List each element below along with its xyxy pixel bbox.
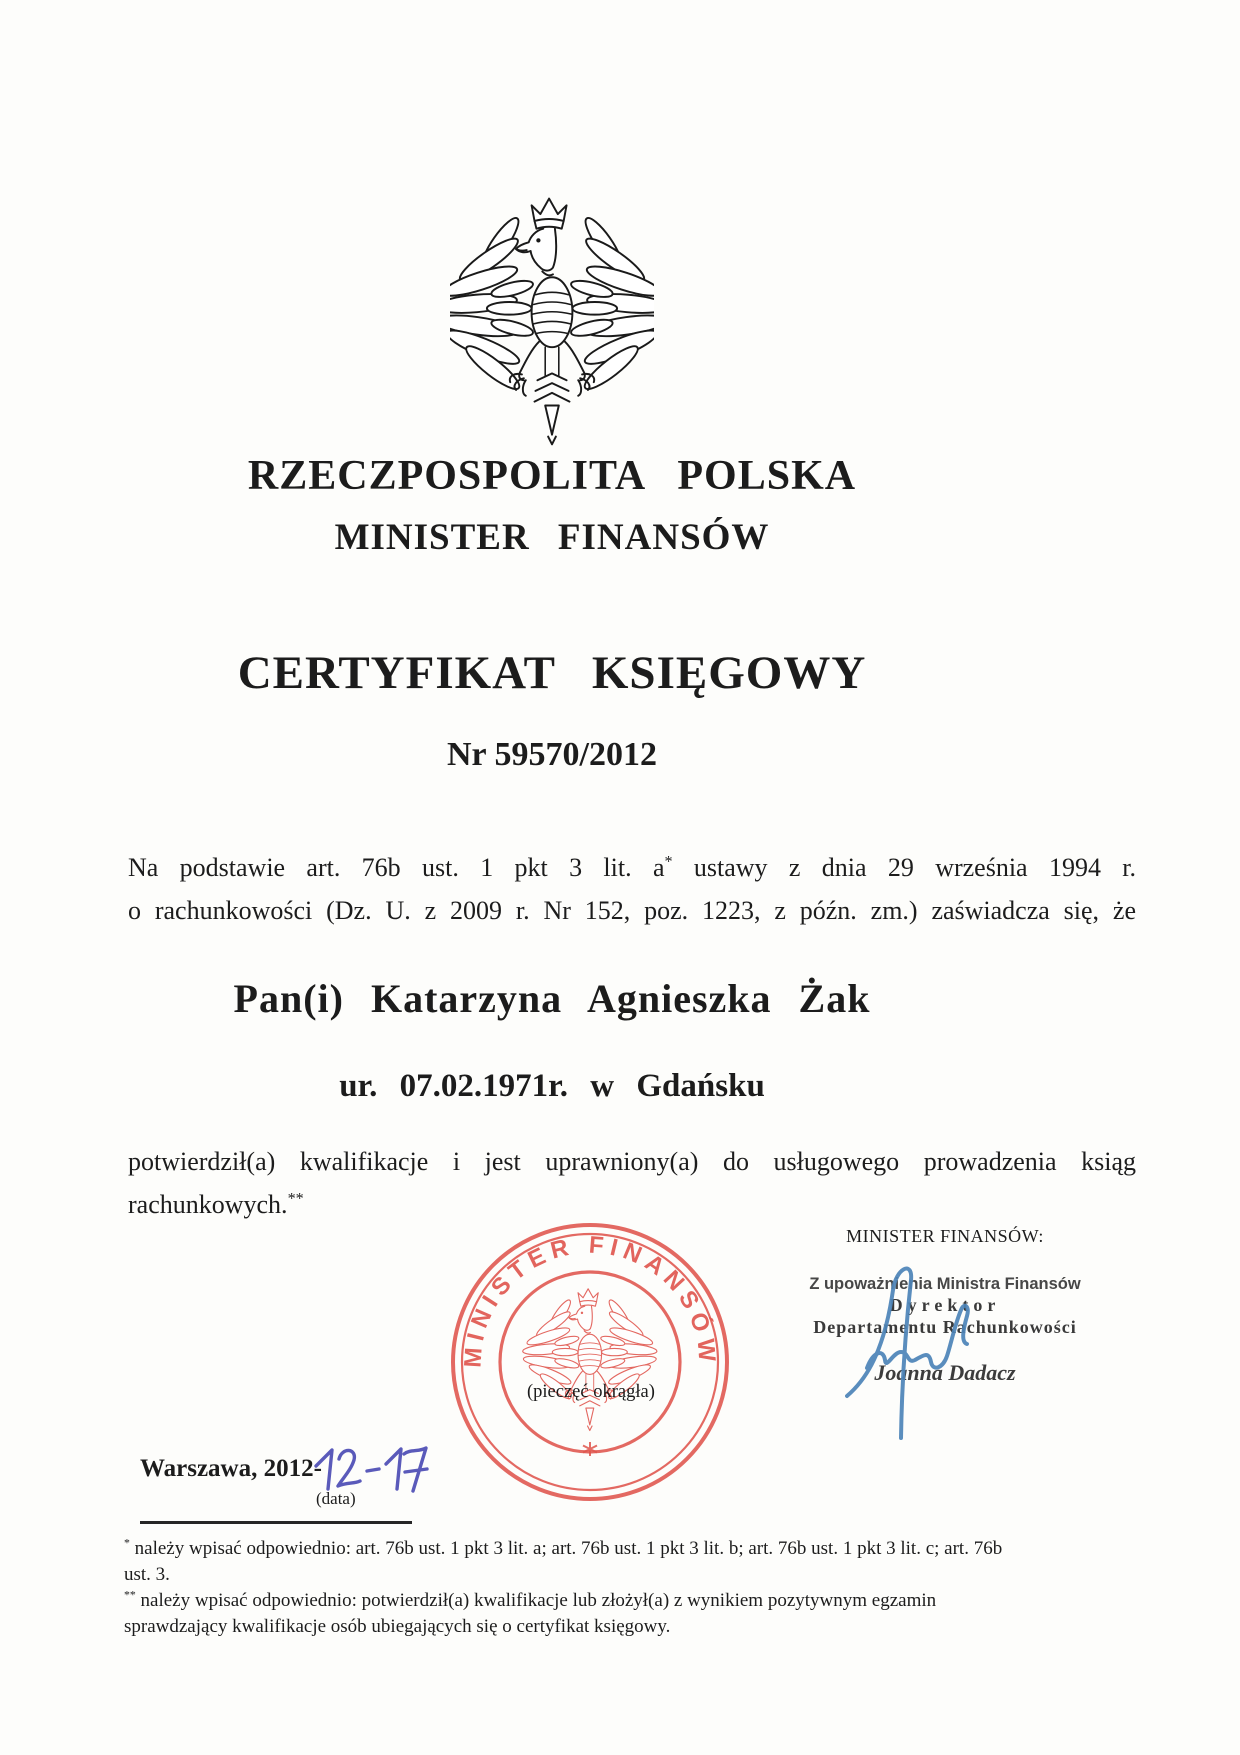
stamp-caption: (pieczęć okrągła) <box>527 1382 655 1402</box>
confirmation-text: rachunkowych. <box>128 1190 288 1219</box>
footnote-divider <box>140 1521 412 1524</box>
date-caption: (data) <box>316 1489 356 1508</box>
footnote-ref-2: ** <box>287 1190 304 1208</box>
ministry-heading: MINISTER FINANSÓW <box>334 517 770 558</box>
holder-name: Pan(i) Katarzyna Agnieszka Żak <box>233 976 871 1021</box>
stamp-bottom-ornament <box>583 1442 597 1456</box>
date-printed: Warszawa, 2012- <box>140 1455 322 1482</box>
footnote-2-line1: należy wpisać odpowiednio: potwierdził(a) kwalifikacje lub złożył(a) z wynikiem pozytywnym egzamin <box>140 1590 937 1611</box>
republic-heading: RZECZPOSPOLITA POLSKA <box>247 453 857 499</box>
legal-basis-line2: o rachunkowości (Dz. U. z 2009 r. Nr 152, poz. 1223, z późn. zm.) zaświadcza się, że <box>128 896 1136 925</box>
footnote-1-marker: * <box>124 1536 130 1550</box>
role-line: Dyrektor <box>889 1295 1001 1315</box>
footnote-2-marker: ** <box>124 1588 136 1602</box>
footnote-1-line2: ust. 3. <box>124 1564 170 1585</box>
confirmation-line1: potwierdził(a) kwalifikacje i jest uprawniony(a) do usługowego prowadzenia ksiąg <box>128 1147 1136 1176</box>
footnote-2-line2: sprawdzający kwalifikacje osób ubiegających się o certyfikat księgowy. <box>124 1616 671 1637</box>
legal-basis-text: Na podstawie art. 76b ust. 1 pkt 3 lit. a <box>128 853 665 882</box>
stamp-eagle <box>522 1289 657 1431</box>
handwritten-signature <box>833 1246 1008 1446</box>
legal-basis-line1 <box>128 846 1136 889</box>
polish-eagle-emblem <box>450 192 654 448</box>
legal-basis-text: ustawy z dnia 29 września 1994 r. <box>693 853 1136 882</box>
department-line: Departamentu Rachunkowości <box>813 1317 1077 1337</box>
stamp-ring-text: MINISTER FINANSÓW <box>459 1231 721 1369</box>
certificate-title: CERTYFIKAT KSIĘGOWY <box>237 647 867 699</box>
footnote-ref-1: * <box>664 853 673 871</box>
holder-birth-line: ur. 07.02.1971r. w Gdańsku <box>339 1068 765 1104</box>
authorization-line: Z upoważnienia Ministra Finansów <box>809 1275 1081 1293</box>
signer-name: Joanna Dadacz <box>874 1360 1016 1385</box>
certificate-number: Nr 59570/2012 <box>447 736 657 773</box>
legal-basis-paragraph <box>128 846 1136 932</box>
footnote-1 <box>124 1536 1136 1588</box>
footnotes <box>124 1536 1136 1640</box>
round-stamp <box>440 1212 740 1512</box>
footnote-2 <box>124 1588 1136 1640</box>
minister-heading: MINISTER FINANSÓW: <box>846 1226 1044 1246</box>
footnote-1-line1: należy wpisać odpowiednio: art. 76b ust. 1 pkt 3 lit. a; art. 76b ust. 1 pkt 3 lit. b; art. 76b ust. 1 pkt 3 lit. c; art. 76b <box>134 1538 1003 1559</box>
